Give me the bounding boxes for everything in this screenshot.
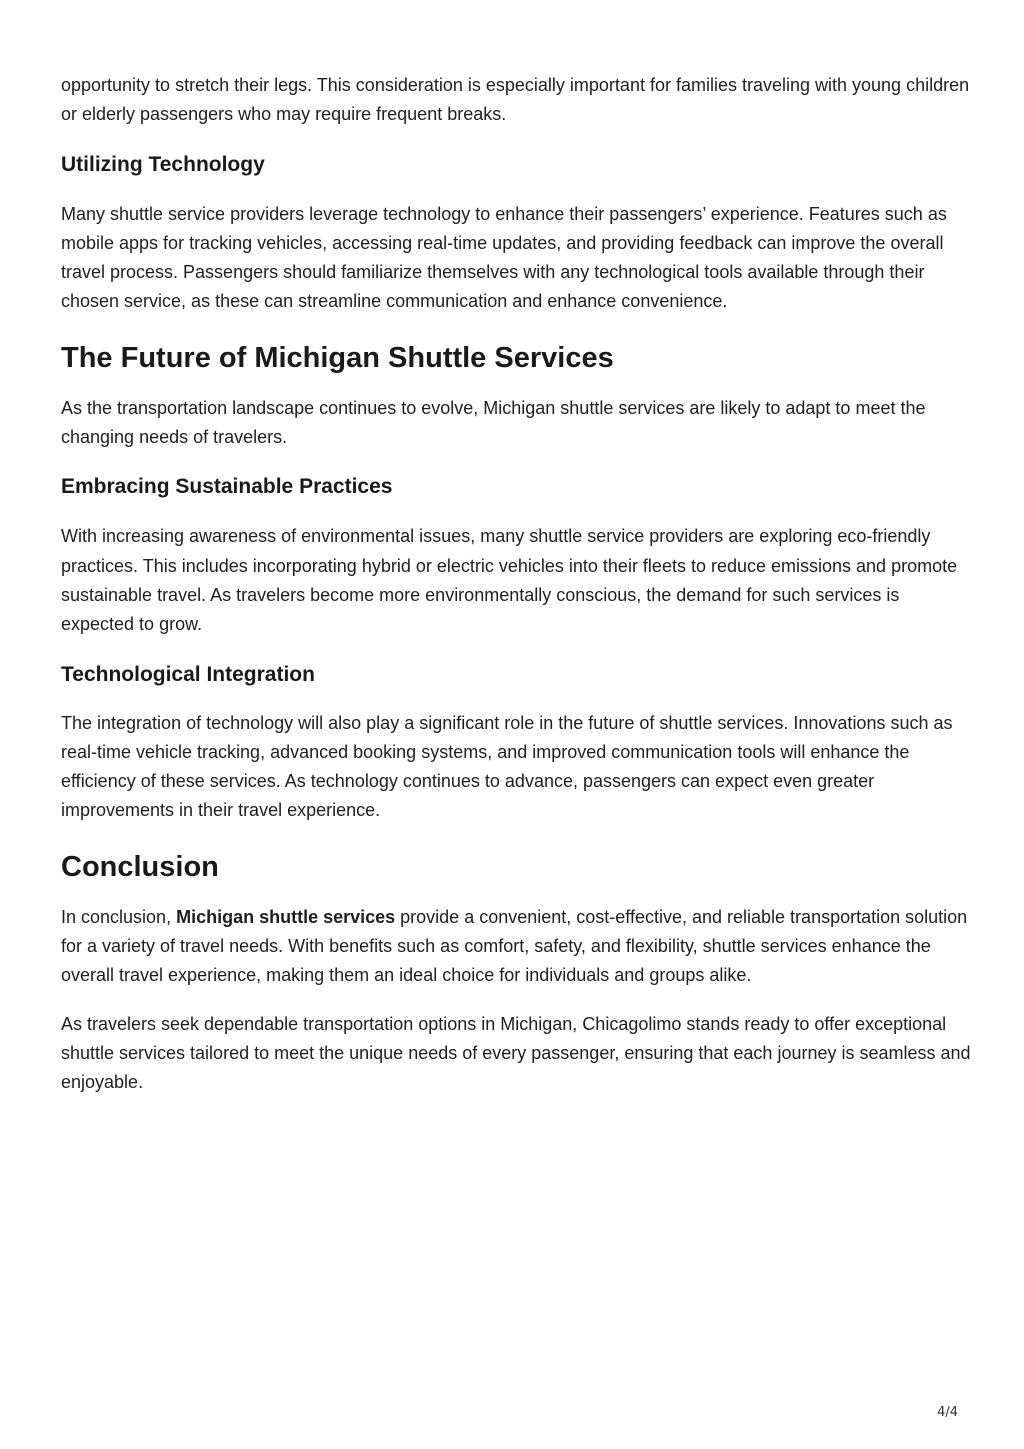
paragraph-technological-integration: The integration of technology will also play a significant role in the future of shuttle services. Innovations such as real-time vehicle tracking, advanced booking systems, and improved communication tools will enhance the efficiency of these services. As technology continues to advance, passengers can expect even greater improvements in their travel experience. (61, 712, 953, 821)
conclusion-suffix: provide a convenient, cost-effective, and reliable transportation solution for a variety of travel needs. With benefits such as comfort, safety, and flexibility, shuttle services enhance the overall travel experience, making them an ideal choice for individuals and groups alike. (61, 906, 968, 986)
paragraph-sustainable-practices: With increasing awareness of environmental issues, many shuttle service providers are exploring eco-friendly practices. This includes incorporating hybrid or electric vehicles into their fleets to reduce emissions and promote sustainable travel. As travelers become more environmentally conscious, the demand for such services is expected to grow. (61, 526, 958, 635)
heading-future-of-shuttle-services: The Future of Michigan Shuttle Services (61, 341, 614, 374)
heading-conclusion: Conclusion (61, 850, 219, 883)
page-indicator: 4/4 (937, 1405, 958, 1420)
heading-utilizing-technology: Utilizing Technology (61, 152, 265, 176)
document-page (61, 71, 971, 1098)
conclusion-bold-phrase: Michigan shuttle services (176, 906, 396, 927)
paragraph-conclusion-2: As travelers seek dependable transportation options in Michigan, Chicagolimo stands ready to offer exceptional shuttle services tailored to meet the unique needs of every passenger, ensuring that each journey is seamless and enjoyable. (61, 1013, 971, 1093)
heading-sustainable-practices: Embracing Sustainable Practices (61, 475, 393, 499)
heading-technological-integration: Technological Integration (61, 662, 315, 686)
paragraph-conclusion-1 (61, 903, 971, 991)
paragraph-utilizing-technology: Many shuttle service providers leverage technology to enhance their passengers’ experience. Features such as mobile apps for tracking vehicles, accessing real-time updates, and providing feedback can improve the overall travel process. Passengers should familiarize themselves with any technological tools available through their chosen service, as these can streamline communication and enhance convenience. (61, 203, 947, 312)
conclusion-prefix: In conclusion, (61, 906, 177, 927)
paragraph-future: As the transportation landscape continues to evolve, Michigan shuttle services are likely to adapt to meet the changing needs of travelers. (61, 397, 926, 448)
intro-paragraph: opportunity to stretch their legs. This consideration is especially important for families traveling with young children or elderly passengers who may require frequent breaks. (61, 75, 970, 125)
